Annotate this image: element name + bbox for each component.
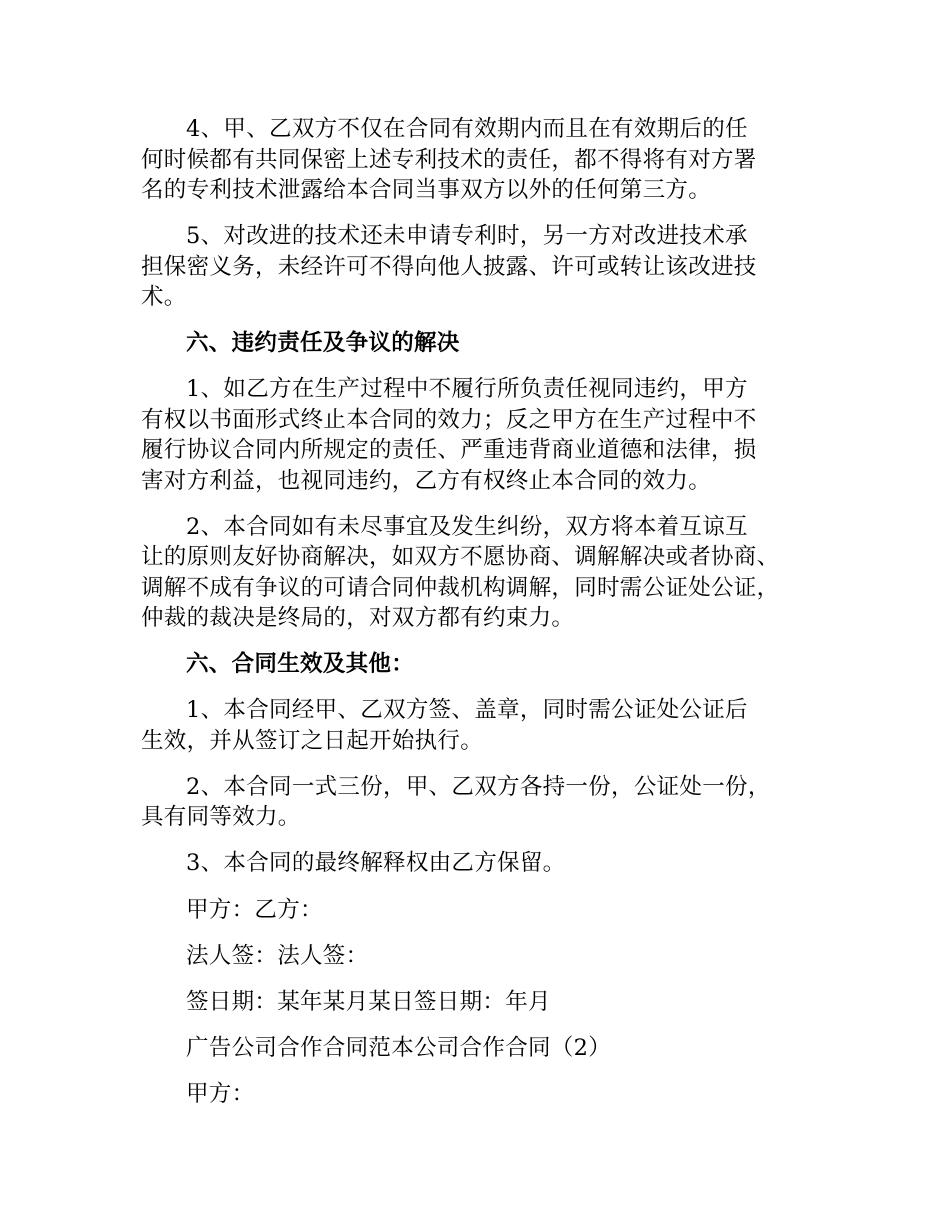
para4-line-2: 何时候都有共同保密上述专利技术的责任，都不得将有对方署 [141,147,757,173]
effect1-line-2: 生效，并从签订之日起开始执行。 [141,728,484,754]
next-contract-title: 广告公司合作合同范本公司合作合同（2） [186,1035,612,1061]
breach2-line-3: 调解不成有争议的可请合同仲裁机构调解，同时需公证处公证， [141,575,780,601]
breach1-line-1: 1、如乙方在生产过程中不履行所负责任视同违约，甲方 [186,376,748,402]
para5-line-2: 担保密义务，未经许可不得向他人披露、许可或转让该改进技 [141,254,757,280]
breach2-line-1: 2、本合同如有未尽事宜及发生纠纷，双方将本着互谅互 [186,514,748,540]
breach1-line-2: 有权以书面形式终止本合同的效力；反之甲方在生产过程中不 [141,407,757,433]
effect2-line-2: 具有同等效力。 [141,804,301,830]
section-heading-effect: 六、合同生效及其他： [186,651,415,677]
parties-line: 甲方：乙方： [186,897,323,923]
breach1-line-4: 害对方利益，也视同违约，乙方有权终止本合同的效力。 [141,468,712,494]
sign-date-line: 签日期：某年某月某日签日期：年月 [186,989,551,1015]
effect1-line-1: 1、本合同经甲、乙双方签、盖章，同时需公证处公证后 [186,697,748,723]
breach2-line-2: 让的原则友好协商解决，如双方不愿协商、调解解决或者协商、 [141,544,780,570]
para5-line-1: 5、对改进的技术还未申请专利时，另一方对改进技术承 [186,223,748,249]
para4-line-1: 4、甲、乙双方不仅在合同有效期内而且在有效期后的任 [186,116,748,142]
breach2-line-4: 仲裁的裁决是终局的，对双方都有约束力。 [141,605,575,631]
effect3-line: 3、本合同的最终解释权由乙方保留。 [186,850,566,876]
section-heading-breach: 六、违约责任及争议的解决 [186,330,460,356]
para5-line-3: 术。 [141,284,187,310]
party-a-line: 甲方： [186,1081,255,1107]
effect2-line-1: 2、本合同一式三份，甲、乙双方各持一份，公证处一份， [186,774,771,800]
signatures-line: 法人签：法人签： [186,943,369,969]
breach1-line-3: 履行协议合同内所规定的责任、严重违背商业道德和法律，损 [141,437,757,463]
para4-line-3: 名的专利技术泄露给本合同当事双方以外的任何第三方。 [141,177,712,203]
